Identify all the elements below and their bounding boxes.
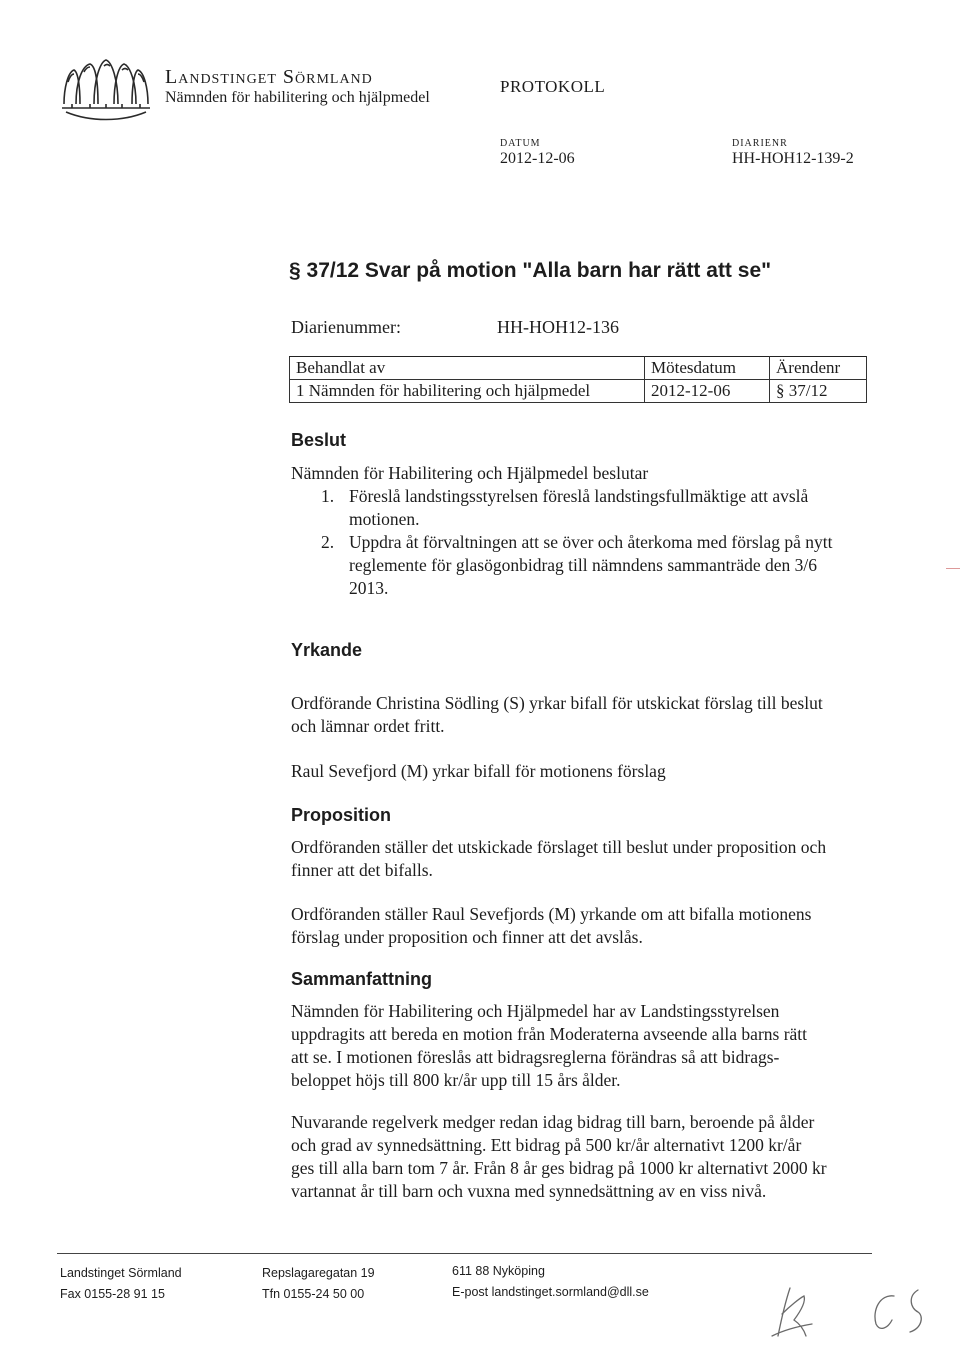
table-cell: 2012-12-06 [645, 380, 770, 403]
table-cell: 1 Nämnden för habilitering och hjälpmedel [290, 380, 645, 403]
proposition-paragraph-2 [291, 903, 811, 949]
text-line: och grad av synnedsättning. Ett bidrag på 500 kr/år alternativt 1200 kr/år [291, 1135, 802, 1155]
yrkande-heading: Yrkande [291, 640, 363, 660]
page-title: § 37/12 Svar på motion "Alla barn har rätt att se" [289, 259, 772, 282]
list-item-line: Uppdra åt förvaltningen att se över och återkoma med förslag på nytt [349, 532, 833, 552]
proposition-paragraph-1 [291, 836, 826, 882]
yrkande-paragraph-1 [291, 692, 823, 738]
table-header-cell: Mötesdatum [645, 357, 770, 380]
footer-email: E-post landstinget.sormland@dll.se [452, 1285, 649, 1299]
sammanfattning-paragraph-2 [291, 1111, 827, 1203]
table-header-cell: Ärendenr [770, 357, 867, 380]
list-item-number: 1. [321, 486, 335, 506]
org-name: Landstinget Sörmland [165, 66, 373, 88]
footer-divider [57, 1253, 872, 1254]
document-type: PROTOKOLL [500, 77, 606, 96]
datum-label: DATUM [500, 138, 541, 149]
text-line: Raul Sevefjord (M) yrkar bifall för motionens förslag [291, 761, 666, 781]
list-item [291, 485, 833, 531]
text-line: vartannat år till barn och vuxna med synnedsättning av en viss nivå. [291, 1181, 767, 1201]
text-line: och lämnar ordet fritt. [291, 716, 445, 736]
sammanfattning-heading: Sammanfattning [291, 969, 433, 989]
text-line: finner att det bifalls. [291, 860, 433, 880]
footer-fax: Fax 0155-28 91 15 [60, 1287, 165, 1301]
yrkande-paragraph-2 [291, 760, 666, 783]
sammanfattning-paragraph-1 [291, 1000, 807, 1092]
diarienummer-label: Diarienummer: [291, 317, 401, 337]
diarienummer-value: HH-HOH12-136 [497, 317, 619, 337]
footer-postal: 611 88 Nyköping [452, 1264, 545, 1278]
decision-list [291, 485, 833, 600]
text-line: Nämnden för Habilitering och Hjälpmedel har av Landstingsstyrelsen [291, 1001, 780, 1021]
text-line: att se. I motionen föreslås att bidragsreglerna förändras så att bidrags- [291, 1047, 780, 1067]
list-item-number: 2. [321, 532, 335, 552]
footer-org-name: Landstinget Sörmland [60, 1266, 182, 1280]
text-line: Ordföranden ställer det utskickade förslaget till beslut under proposition och [291, 837, 827, 857]
beslut-heading: Beslut [291, 430, 347, 450]
beslut-intro: Nämnden för Habilitering och Hjälpmedel beslutar [291, 463, 649, 483]
list-item-line: reglemente för glasögonbidrag till nämndens sammanträde den 3/6 [349, 555, 817, 575]
footer-address: Repslagaregatan 19 [262, 1266, 375, 1280]
text-line: Ordförande Christina Södling (S) yrkar bifall för utskickat förslag till beslut [291, 693, 823, 713]
text-line: förslag under proposition och finner att det avslås. [291, 927, 643, 947]
footer-phone: Tfn 0155-24 50 00 [262, 1287, 365, 1301]
org-subtitle: Nämnden för habilitering och hjälpmedel [165, 89, 430, 106]
table-row [290, 380, 867, 403]
text-line: Ordföranden ställer Raul Sevefjords (M) yrkande om att bifalla motionens [291, 904, 812, 924]
text-line: uppdragits att bereda en motion från Moderaterna avseende alla barns rätt [291, 1024, 808, 1044]
datum-value: 2012-12-06 [500, 150, 575, 167]
case-table [289, 356, 867, 403]
list-item-line: motionen. [349, 509, 420, 529]
table-header-row [290, 357, 867, 380]
diarienr-label: DIARIENR [732, 138, 788, 149]
text-line: Nuvarande regelverk medger redan idag bidrag till barn, beroende på ålder [291, 1112, 815, 1132]
landstinget-logo [60, 58, 152, 122]
text-line: beloppet höjs till 800 kr/år upp till 15 års ålder. [291, 1070, 621, 1090]
handwritten-initials [760, 1280, 940, 1340]
text-line: ges till alla barn tom 7 år. Från 8 år ges bidrag på 1000 kr alternativt 2000 kr [291, 1158, 827, 1178]
edge-mark [946, 568, 960, 569]
diarienr-value: HH-HOH12-139-2 [732, 150, 854, 167]
table-header-cell: Behandlat av [290, 357, 645, 380]
table-cell: § 37/12 [770, 380, 867, 403]
list-item-line: 2013. [349, 578, 389, 598]
list-item [291, 531, 833, 600]
proposition-heading: Proposition [291, 805, 391, 825]
list-item-line: Föreslå landstingsstyrelsen föreslå landstingsfullmäktige att avslå [349, 486, 809, 506]
